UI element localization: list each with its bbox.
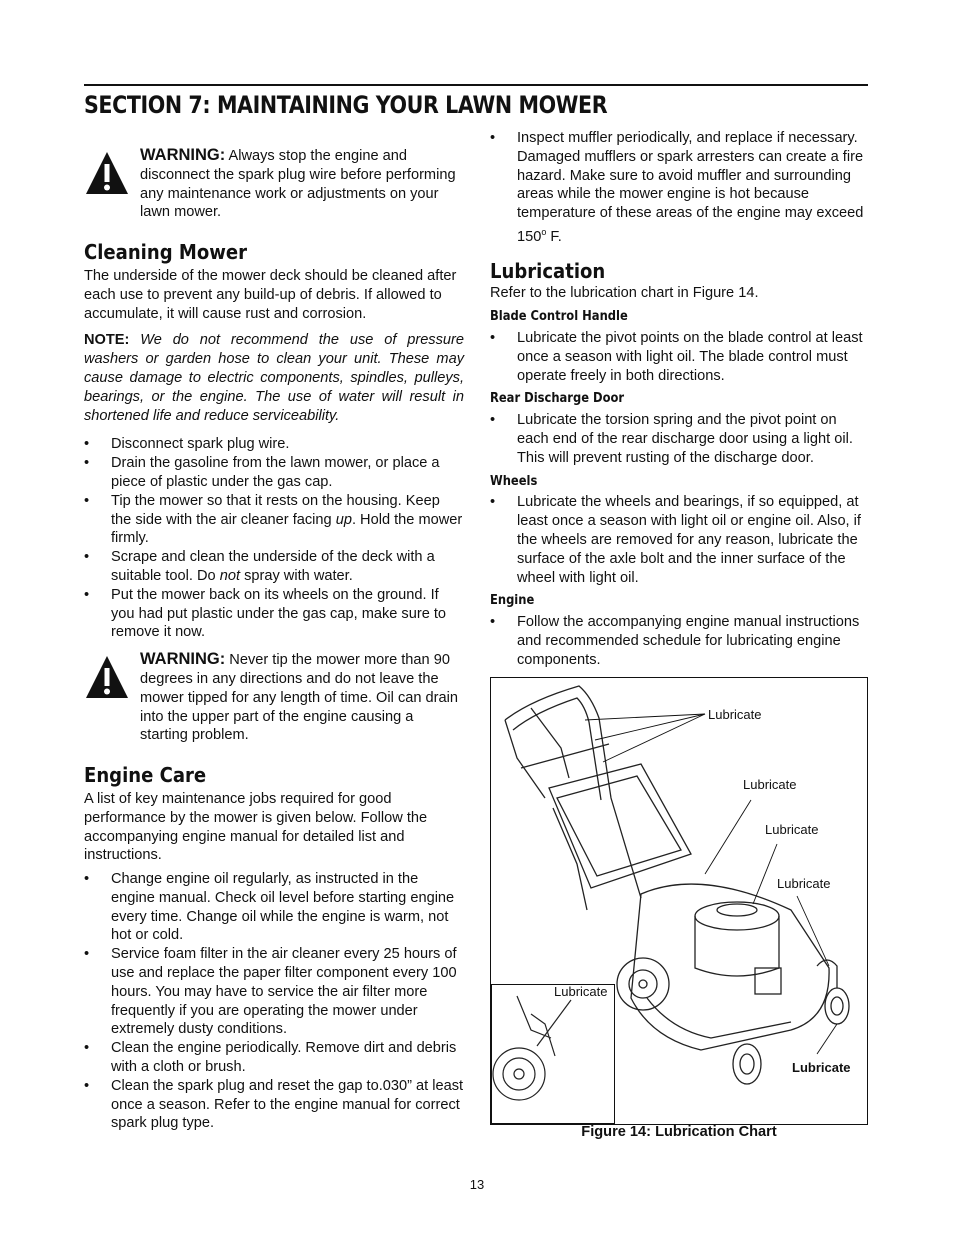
cleaning-note	[84, 331, 464, 425]
list-item: • Drain the gasoline from the lawn mower, or place a piece of plastic under the gas cap.	[84, 454, 464, 492]
engine-care-list	[84, 870, 464, 1133]
list-item: • Put the mower back on its wheels on the ground. If you had put plastic under the gas cap, make sure to remove it now.	[84, 586, 464, 642]
engine-care-heading: Engine Care	[84, 763, 207, 788]
lubricate-callout: Lubricate	[554, 984, 608, 999]
engine-list	[490, 613, 868, 669]
wheels-list	[490, 493, 868, 587]
warning-label: WARNING:	[140, 650, 226, 669]
lubrication-intro: Refer to the lubrication chart in Figure 14.	[490, 285, 759, 302]
text-run: Scrape and clean the underside of the deck with a suitable tool. Do	[111, 549, 435, 584]
warning-body: Never tip the mower more than 90 degrees in any directions and do not leave the mower tipped for any length of time. Oil can drain into the upper part of the engine causing a starting problem.	[140, 652, 458, 744]
text-run: F.	[546, 228, 562, 245]
text-run: Tip the mower so that it rests on the housing. Keep the side with the air cleaner facing	[111, 492, 440, 528]
lubricate-callout: Lubricate	[777, 876, 831, 891]
warning-text	[140, 650, 464, 745]
muffler-list	[490, 129, 868, 247]
lubrication-chart-figure	[490, 677, 868, 1125]
list-item: • Follow the accompanying engine manual instructions and recommended schedule for lubricating engine components.	[490, 613, 868, 669]
list-item: • Service foam filter in the air cleaner every 25 hours of use and replace the paper filter component every 100 hours. You may have to service the air filter more frequently if you are operating the mower under extremely dusty conditions.	[84, 945, 464, 1039]
lubricate-callout: Lubricate	[708, 707, 762, 722]
note-label: NOTE:	[84, 332, 130, 349]
list-item: • Clean the spark plug and reset the gap to.030” at least once a season. Refer to the engine manual for correct spark plug type.	[84, 1077, 464, 1133]
lubricate-callout: Lubricate	[743, 777, 797, 792]
text-run: Inspect muffler periodically, and replace if necessary. Damaged mufflers or spark arresters can create a fire hazard. Make sure to avoid muffler and surrounding areas while the mower engine is hot because temperature of these areas of the engine may exceed 150	[517, 130, 864, 245]
lubricate-callout: Lubricate	[792, 1060, 851, 1075]
engine-heading: Engine	[490, 593, 535, 609]
page-number: 13	[469, 1177, 485, 1192]
lubrication-heading: Lubrication	[490, 258, 606, 283]
warning-text	[140, 146, 464, 222]
list-item	[84, 548, 464, 586]
lubricate-callout: Lubricate	[765, 822, 819, 837]
emphasis-text: not	[219, 567, 241, 584]
list-item	[84, 492, 464, 548]
list-item: • Change engine oil regularly, as instructed in the engine manual. Check oil level before starting engine every time. Change oil while the engine is warm, not hot or cold.	[84, 870, 464, 945]
list-item	[490, 129, 868, 247]
note-body: We do not recommend the use of pressure washers or garden hose to clean your unit. These may cause damage to electric components, spindles, pulleys, bearings, or the engine. The use of water will result in shortened life and reduce serviceability.	[84, 332, 464, 424]
section-title: SECTION 7: MAINTAINING YOUR LAWN MOWER	[84, 91, 608, 119]
list-item: • Lubricate the torsion spring and the pivot point on each end of the rear discharge door using a light oil. This will prevent rusting of the discharge door.	[490, 411, 868, 467]
list-item: • Clean the engine periodically. Remove dirt and debris with a cloth or brush.	[84, 1039, 464, 1077]
cleaning-intro: The underside of the mower deck should be cleaned after each use to prevent any build-up of debris. If allowed to accumulate, it will cause rust and corrosion.	[84, 267, 457, 322]
blade-control-list	[490, 329, 868, 385]
text-run: spray with water.	[240, 567, 353, 584]
rear-door-list	[490, 411, 868, 467]
warning-body: Always stop the engine and disconnect the spark plug wire before performing any maintenance work or adjustments on your lawn mower.	[140, 148, 456, 221]
blade-control-heading: Blade Control Handle	[490, 309, 628, 325]
engine-care-intro: A list of key maintenance jobs required for good performance by the mower is given below. Follow the accompanying engine manual for detailed list and instructions.	[84, 790, 428, 864]
cleaning-heading: Cleaning Mower	[84, 240, 248, 265]
warning-label: WARNING:	[140, 146, 226, 164]
right-column	[490, 129, 868, 670]
warning-triangle-icon	[84, 150, 130, 196]
emphasis-text: up	[335, 511, 352, 528]
list-item: • Disconnect spark plug wire.	[84, 435, 464, 454]
degree-symbol: o	[541, 226, 547, 237]
warning-block	[84, 146, 464, 222]
text-run: . Hold the mower firmly.	[111, 511, 463, 547]
cleaning-steps-list	[84, 435, 464, 642]
list-item: • Lubricate the wheels and bearings, if so equipped, at least once a season with light oil or engine oil. Also, if the wheels are removed for any reason, lubricate the surface of the axle bolt and the inner surface of the wheel with light oil.	[490, 493, 868, 587]
figure-caption: Figure 14: Lubrication Chart	[581, 1124, 777, 1140]
lawn-mower-illustration	[491, 678, 867, 1124]
rear-door-heading: Rear Discharge Door	[490, 391, 625, 407]
warning-triangle-icon	[84, 654, 130, 700]
title-rule	[84, 84, 868, 86]
list-item: • Lubricate the pivot points on the blade control at least once a season with light oil. The blade control must operate freely in both directions.	[490, 329, 868, 385]
left-column	[84, 146, 464, 1133]
warning-block	[84, 650, 464, 745]
wheels-heading: Wheels	[490, 473, 538, 489]
